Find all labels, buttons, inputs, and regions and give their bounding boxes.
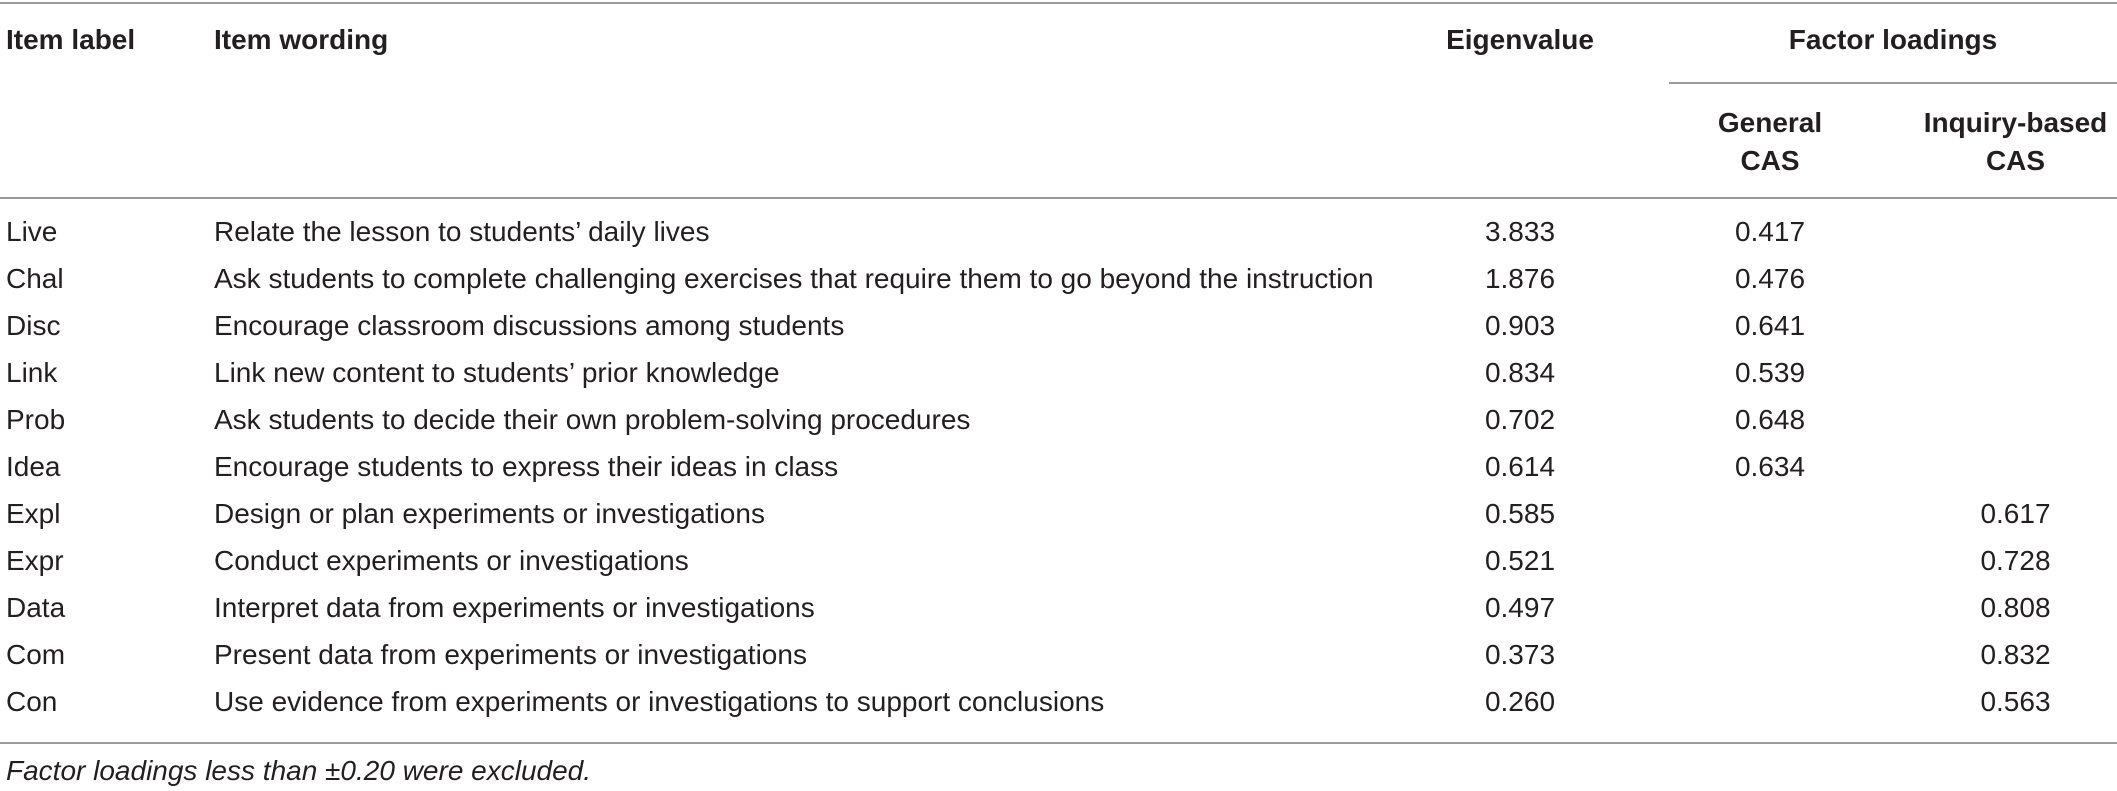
cell-general-cas: 0.648 — [1734, 404, 1806, 435]
cell-item-wording: Encourage classroom discussions among students — [214, 310, 845, 341]
cell-item-wording: Relate the lesson to students’ daily lives — [214, 216, 710, 247]
cell-item-label: Con — [6, 686, 58, 717]
cell-eigenvalue: 0.702 — [1484, 404, 1556, 435]
cell-general-cas: 0.641 — [1734, 310, 1806, 341]
cell-general-cas: 0.539 — [1734, 357, 1806, 388]
cell-item-wording: Ask students to decide their own problem-solving procedures — [214, 404, 971, 435]
header-general-cas — [1678, 104, 1862, 180]
table-footnote: Factor loadings less than ±0.20 were excluded. — [6, 755, 592, 786]
cell-eigenvalue: 0.614 — [1484, 451, 1556, 482]
cell-inquiry-based-cas: 0.728 — [1980, 545, 2051, 576]
cell-item-label: Expr — [6, 545, 64, 576]
cell-item-label: Data — [6, 592, 66, 623]
cell-general-cas: 0.634 — [1734, 451, 1806, 482]
cell-item-wording: Design or plan experiments or investigations — [214, 498, 765, 529]
cell-item-wording: Use evidence from experiments or investigations to support conclusions — [214, 686, 1105, 717]
cell-inquiry-based-cas: 0.808 — [1980, 592, 2051, 623]
header-inquiry-line1: Inquiry-based — [1923, 107, 2108, 138]
cell-item-wording: Ask students to complete challenging exercises that require them to go beyond the instruction — [214, 263, 1374, 294]
cell-item-label: Idea — [6, 451, 61, 482]
cell-eigenvalue: 0.373 — [1484, 639, 1556, 670]
cell-item-label: Live — [6, 216, 58, 247]
header-item-wording: Item wording — [214, 24, 389, 55]
cell-item-label: Link — [6, 357, 58, 388]
cell-inquiry-based-cas: 0.617 — [1980, 498, 2051, 529]
cell-item-wording: Present data from experiments or investigations — [214, 639, 807, 670]
cell-general-cas: 0.476 — [1734, 263, 1806, 294]
cell-eigenvalue: 0.497 — [1484, 592, 1556, 623]
header-item-label: Item label — [6, 24, 136, 55]
cell-eigenvalue: 0.260 — [1484, 686, 1556, 717]
header-factor-loadings: Factor loadings — [1788, 24, 1998, 55]
header-inquiry-based-cas — [1916, 104, 2115, 180]
header-general-line1: General — [1717, 107, 1823, 138]
cell-eigenvalue: 0.585 — [1484, 498, 1556, 529]
cell-item-label: Chal — [6, 263, 64, 294]
header-general-line2: CAS — [1740, 145, 1800, 176]
table-header-rule — [0, 197, 2117, 199]
cell-item-label: Disc — [6, 310, 61, 341]
cell-eigenvalue: 3.833 — [1484, 216, 1556, 247]
cell-item-label: Com — [6, 639, 66, 670]
cell-eigenvalue: 0.834 — [1484, 357, 1556, 388]
cell-eigenvalue: 0.521 — [1484, 545, 1556, 576]
cell-general-cas: 0.417 — [1734, 216, 1806, 247]
cell-inquiry-based-cas: 0.563 — [1980, 686, 2051, 717]
cell-item-label: Prob — [6, 404, 66, 435]
cell-item-wording: Encourage students to express their ideas in class — [214, 451, 839, 482]
table-bottom-rule — [0, 742, 2117, 744]
cell-inquiry-based-cas: 0.832 — [1980, 639, 2051, 670]
cell-item-wording: Interpret data from experiments or investigations — [214, 592, 815, 623]
table-top-rule — [0, 2, 2117, 4]
cell-item-wording: Conduct experiments or investigations — [214, 545, 689, 576]
cell-eigenvalue: 0.903 — [1484, 310, 1556, 341]
cell-item-wording: Link new content to students’ prior knowledge — [214, 357, 780, 388]
cell-eigenvalue: 1.876 — [1484, 263, 1556, 294]
header-eigenvalue: Eigenvalue — [1446, 24, 1594, 55]
factor-loadings-subrule — [1669, 82, 2117, 84]
cell-item-label: Expl — [6, 498, 61, 529]
header-inquiry-line2: CAS — [1985, 145, 2046, 176]
